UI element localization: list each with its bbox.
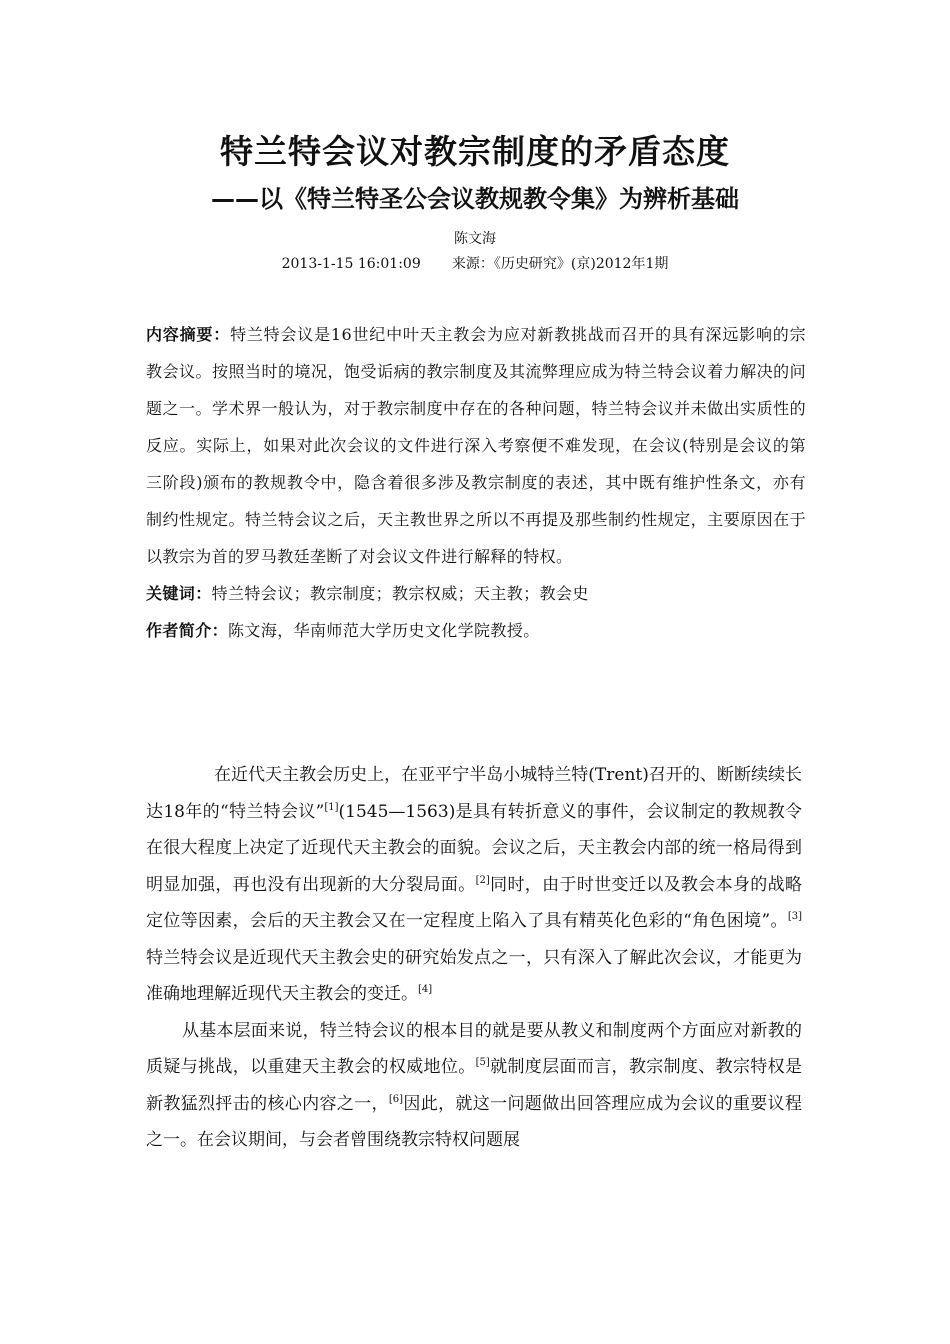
keywords	[146, 575, 806, 612]
paragraph-text: 在近代天主教会历史上，在亚平宁半岛小城特兰特(Trent)召开的、断断续续长达18年的“特兰特会议”	[146, 765, 802, 822]
author-name: 陈文海	[454, 231, 496, 247]
paragraph-text: 同时，由于时世变迁以及教会本身的战略定位等因素，会后的天主教会又在一定程度上陷入了具有精英化色彩的“角色困境”。	[146, 874, 803, 931]
footnote-ref-5[interactable]: [5]	[475, 1057, 490, 1068]
abstract-block	[146, 316, 806, 649]
body-paragraph-2	[146, 1013, 802, 1159]
paragraph-text: 特兰特会议是近现代天主教会史的研究始发点之一，只有深入了解此次会议，才能更为准确地理解近现代天主教会的变迁。	[146, 947, 802, 1004]
abstract-text: 特兰特会议是16世纪中叶天主教会为应对新教挑战而召开的具有深远影响的宗教会议。按照当时的境况，饱受诟病的教宗制度及其流弊理应成为特兰特会议着力解决的问题之一。学术界一般认为，对于教宗制度中存在的各种问题，特兰特会议并未做出实质性的反应。实际上，如果对此次会议的文件进行深入考察便不难发现，在会议(特别是会议的第三阶段)颁布的教规教令中，隐含着很多涉及教宗制度的表述，其中既有维护性条文，亦有制约性规定。特兰特会议之后，天主教世界之所以不再提及那些制约性规定，主要原因在于以教宗为首的罗马教廷垄断了对会议文件进行解释的特权。	[146, 325, 806, 566]
paragraph-text: (1545—1563)是具有转折意义的事件，会议制定的教规教令在很大程度上决定了近现代天主教会的面貌。会议之后，天主教会内部的统一格局得到明显加强，再也没有出现新的大分裂局面。	[146, 801, 802, 895]
paragraph-text: 就制度层面而言，教宗制度、教宗特权是新教猛烈抨击的核心内容之一，	[146, 1057, 803, 1114]
footnote-ref-6[interactable]: [6]	[388, 1093, 404, 1105]
article-body	[146, 757, 802, 1159]
publish-datetime: 2013-1-15 16:01:09	[281, 256, 421, 272]
author-bio-text: 陈文海，华南师范大学历史文化学院教授。	[228, 621, 540, 640]
keywords-label: 关键词：	[146, 584, 212, 603]
publication-meta	[0, 254, 950, 274]
source-journal: 《历史研究》(京)2012年1期	[493, 256, 669, 272]
paragraph-text: 从基本层面来说，特兰特会议的根本目的就是要从教义和制度两个方面应对新教的质疑与挑战，以重建天主教会的权威地位。	[146, 1020, 802, 1077]
footnote-ref-4[interactable]: [4]	[418, 984, 433, 995]
body-paragraph-1	[146, 757, 802, 1013]
article-subtitle: ——以《特兰特圣公会议教规教令集》为辨析基础	[211, 185, 739, 213]
footnote-ref-1[interactable]: [1]	[324, 801, 339, 813]
paragraph-text: 因此，就这一问题做出回答理应成为会议的重要议程之一。在会议期间，与会者曾围绕教宗特权问题展	[146, 1093, 803, 1150]
author-bio-label: 作者简介：	[146, 621, 229, 640]
abstract-label: 内容摘要：	[146, 325, 231, 344]
article-title: 特兰特会议对教宗制度的矛盾态度	[220, 132, 730, 171]
abstract	[146, 316, 806, 575]
source-label: 来源：	[451, 256, 494, 272]
author-bio	[146, 612, 806, 649]
keywords-text: 特兰特会议；教宗制度；教宗权威；天主教；教会史	[211, 584, 589, 603]
footnote-ref-3[interactable]: [3]	[787, 911, 802, 922]
footnote-ref-2[interactable]: [2]	[475, 874, 490, 886]
